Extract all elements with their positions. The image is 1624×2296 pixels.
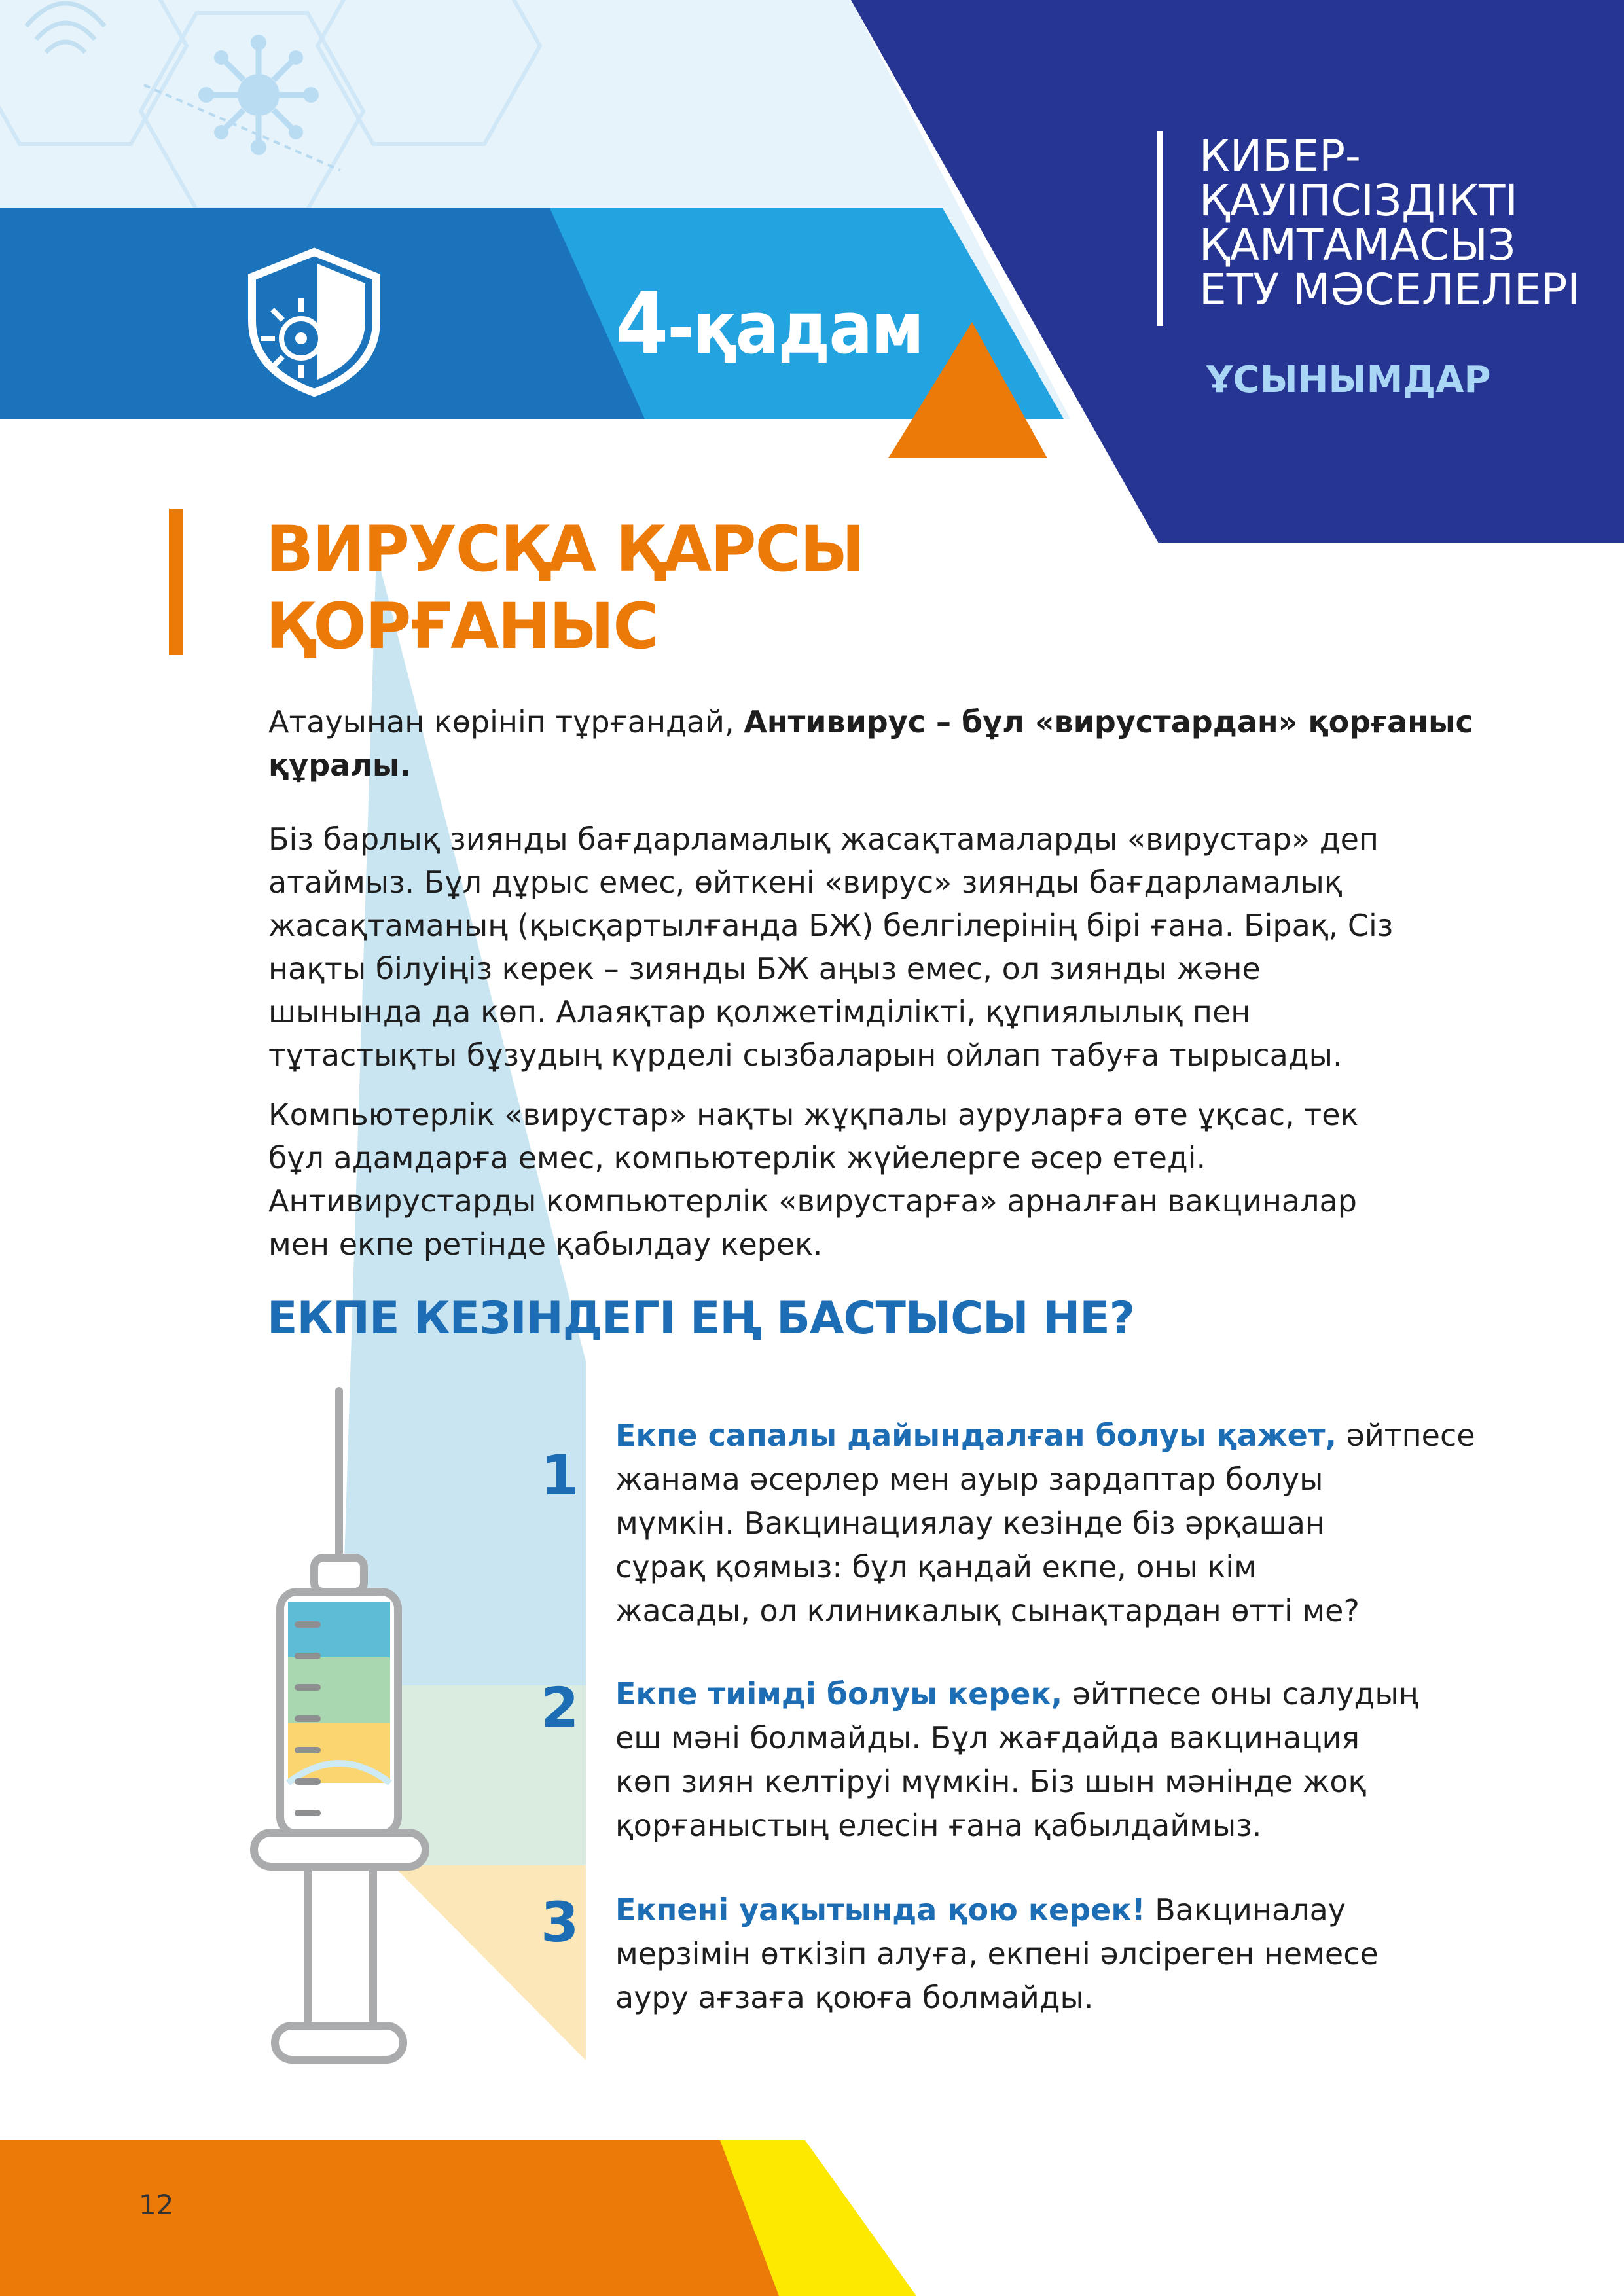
list-number-3: 3	[541, 1890, 579, 1954]
step-label	[615, 274, 923, 373]
side-title-line: ҚАМТАМАСЫЗ	[1199, 220, 1516, 270]
side-title	[1199, 131, 1580, 315]
paragraph-line: Компьютерлік «вирустар» нақты жұқпалы ауруларға өте ұқсас, тек	[268, 1097, 1359, 1132]
item-rest: Вакциналау	[1145, 1892, 1346, 1928]
paragraph-line: шынында да көп. Алаяқтар қолжетімділікті, құпиялылық пен	[268, 994, 1251, 1030]
item-lead: Екпені уақытында қою керек!	[615, 1892, 1146, 1928]
list-number-2: 2	[541, 1676, 579, 1740]
paragraph-line: тұтастықты бұзудың күрделі сызбаларын ойлап табуға тырысады.	[268, 1037, 1343, 1073]
list-item-2	[615, 1672, 1420, 1848]
list-item-1	[615, 1414, 1475, 1633]
section-title-line: ВИРУСҚА ҚАРСЫ	[266, 512, 864, 586]
step-suffix: -қадам	[667, 286, 924, 370]
paragraph-line: жасақтаманың (қысқартылғанда БЖ) белгілерінің бірі ғана. Бірақ, Сіз	[268, 908, 1394, 943]
paragraph-line: атаймыз. Бұл дұрыс емес, өйткені «вирус» зиянды бағдарламалық	[268, 865, 1343, 900]
paragraph-line: Антивирустарды компьютерлік «вирустарға» арналған вакциналар	[268, 1183, 1357, 1219]
list-item-3	[615, 1888, 1420, 2020]
paragraph-line: мен екпе ретінде қабылдау керек.	[268, 1227, 823, 1262]
item-line: қорғаныстың елесін ғана қабылдаймыз.	[615, 1808, 1262, 1843]
item-lead: Екпе тиімді болуы керек,	[615, 1676, 1063, 1712]
paragraph-line: бұл адамдарға емес, компьютерлік жүйелерге әсер етеді.	[268, 1140, 1206, 1175]
item-line: еш мәні болмайды. Бұл жағдайда вакцинация	[615, 1720, 1360, 1755]
item-line: көп зиян келтіруі мүмкін. Біз шын мәнінде жоқ	[615, 1764, 1367, 1799]
paragraph-1	[268, 817, 1394, 1077]
list-number-1: 1	[541, 1443, 579, 1507]
item-rest: әйтпесе	[1336, 1418, 1475, 1453]
step-number: 4	[615, 274, 668, 373]
paragraph-line: нақты білуіңіз керек – зиянды БЖ аңыз емес, ол зиянды және	[268, 951, 1261, 986]
item-line: жанама әсерлер мен ауыр зардаптар болуы	[615, 1462, 1324, 1497]
item-line: мүмкін. Вакцинациялау кезінде біз әрқашан	[615, 1505, 1326, 1541]
intro-bold-1: Антивирус – бұл «вирустардан» қорғаныс	[744, 704, 1473, 740]
intro-plain: Атауынан көрініп тұрғандай,	[268, 704, 744, 740]
item-line: сұрақ қоямыз: бұл қандай екпе, оны кім	[615, 1549, 1257, 1585]
subheading: ЕКПЕ КЕЗІНДЕГІ ЕҢ БАСТЫСЫ НЕ?	[267, 1293, 1135, 1344]
item-lead: Екпе сапалы дайындалған болуы қажет,	[615, 1418, 1337, 1453]
side-subtitle: ҰСЫНЫМДАР	[1206, 359, 1491, 401]
paragraph-2	[268, 1093, 1394, 1266]
item-line: ауру ағзаға қоюға болмайды.	[615, 1980, 1094, 2015]
item-rest: әйтпесе оны салудың	[1062, 1676, 1419, 1712]
virus-icon	[198, 35, 319, 155]
intro-bold-2: құралы.	[268, 747, 411, 783]
side-title-line: КИБЕР-	[1199, 131, 1361, 181]
item-line: мерзімін өткізіп алуға, екпені әлсіреген немесе	[615, 1936, 1379, 1971]
side-title-line: ҚАУІПСІЗДІКТІ	[1199, 175, 1518, 226]
side-title-line: ЕТУ МӘСЕЛЕЛЕРІ	[1199, 264, 1580, 315]
page-number: 12	[139, 2189, 174, 2221]
paragraph-line: Біз барлық зиянды бағдарламалық жасақтамаларды «вирустар» деп	[268, 821, 1379, 857]
section-title-line: ҚОРҒАНЫС	[266, 590, 658, 663]
section-title	[266, 511, 863, 665]
item-line: жасады, ол клиникалық сынақтардан өтті ме?	[615, 1593, 1360, 1628]
intro-paragraph	[268, 700, 1473, 787]
